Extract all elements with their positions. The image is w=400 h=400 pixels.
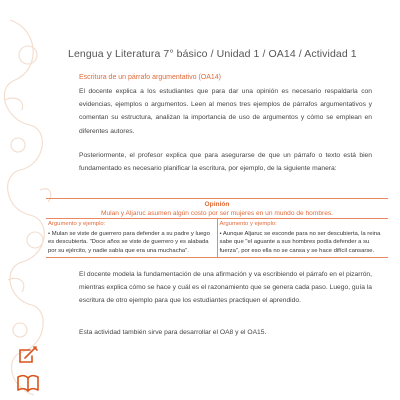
section-subtitle: Escritura de un párrafo argumentativo (OA14): [79, 74, 222, 81]
argument-label: Argumento y ejemplo:: [48, 221, 106, 227]
opinion-heading: Opinión: [204, 201, 230, 208]
arguments-row: [46, 218, 388, 257]
page-title: Lengua y Literatura 7° básico / Unidad 1 / OA14 / Actividad 1: [68, 48, 357, 60]
paragraph-note: Esta actividad también sirve para desarrollar el OA8 y el OA15.: [79, 329, 267, 336]
argument-label: Argumento y ejemplo:: [219, 221, 277, 227]
argument-cell: [217, 219, 389, 257]
argument-cell: [46, 219, 217, 257]
paragraph-modeling: El docente modela la fundamentación de una afirmación y va escribiendo el párrafo en el pizarrón, mientras explica cómo se hace y cuál es el razonamiento que se genera cada paso. Luego, guía la escritura de otro ejemplo para que los estudiantes practiquen el aprendido.: [79, 271, 372, 305]
opinion-statement: Mulan y Aljaruc asumen algún costo por ser mujeres en un mundo de hombres.: [100, 210, 333, 217]
argument-text: • Aunque Aljaruc se esconde para no ser descubierta, la reina sabe que "el aguante a sus hombres podía defender a su fuerza", por eso ella no se cansa y se hace difícil cansarse.: [219, 230, 381, 254]
argument-text: • Mulan se viste de guerrero para defender a su padre y luego es descubierta. "Doce años se viste de guerrero y es alabada por su ejército, y nadie sabía que era una muchacha".: [48, 230, 210, 254]
opinion-table: [46, 198, 388, 258]
book-icon: [16, 372, 40, 394]
opinion-header: [46, 199, 388, 218]
paragraph-intro: El docente explica a los estudiantes que para dar una opinión es necesario respaldarla con evidencias, ejemplos o argumentos. Leen al menos tres ejemplos de párrafos argumentativos y comentan su estructura, analizan la importancia de uso de argumentos y cómo se emplean en diferentes autores.: [79, 88, 372, 135]
table-divider: [46, 257, 388, 258]
writing-icon: [16, 344, 40, 366]
paragraph-planning: Posteriormente, el profesor explica que para asegurarse de que un párrafo o texto está bien fundamentado es necesario planificar la escritura, por ejemplo, de la siguiente manera:: [79, 152, 372, 173]
